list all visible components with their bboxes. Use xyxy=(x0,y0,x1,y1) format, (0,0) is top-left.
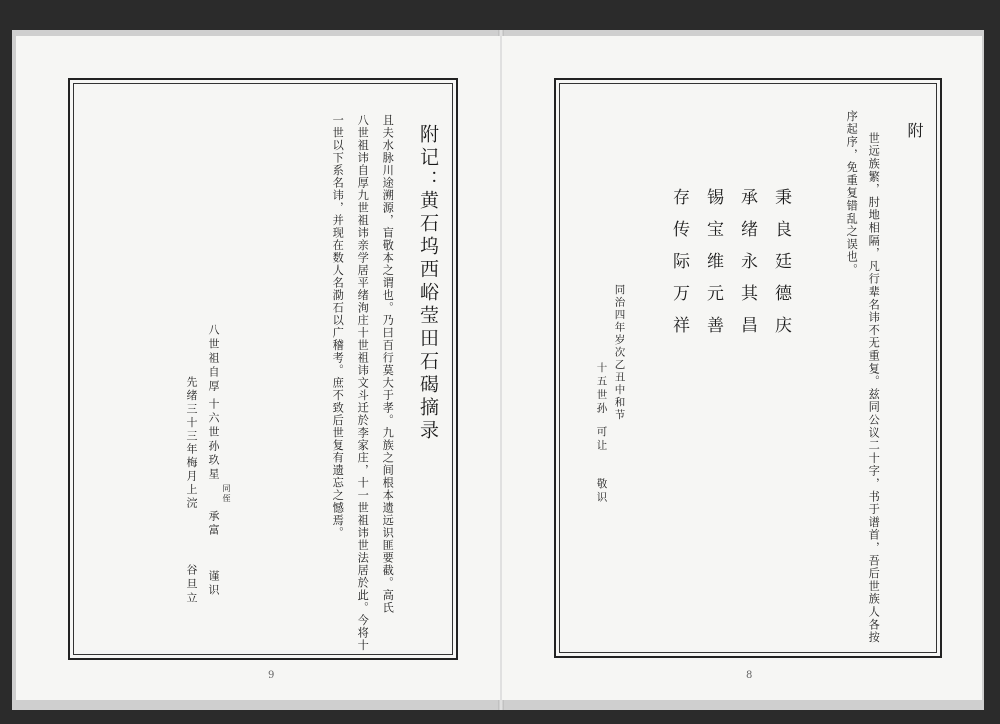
left-sign-col2-d: 谨识 xyxy=(207,570,220,598)
right-page xyxy=(502,36,982,700)
right-title: 附 xyxy=(905,122,924,138)
left-sign-col2-c: 承富 xyxy=(207,510,220,538)
left-sign-col3-a: 先绪三十三年梅月上浣 xyxy=(185,376,198,510)
left-body-line-3: 一世以下系名讳，并现在数人名泐石以广稽考。庶不致后世复有遗忘之憾焉。 xyxy=(331,114,345,539)
generation-col-1: 秉良廷德庆 xyxy=(771,188,791,348)
left-body-line-2: 八世祖讳自厚九世祖讳亲学居平绪洵庄十世祖讳文斗迁於李家庄，十一世祖讳世法居於此。今将十 xyxy=(356,114,370,652)
right-sign-date: 同治四年岁次乙丑中和节 xyxy=(613,284,626,422)
left-sign-col2-small: 同侄 xyxy=(222,484,231,504)
right-body-line-1: 世远族繁，肘地相隔，凡行辈名讳不无重复。兹同公议二十字，书于谱首，吾后世族人各按 xyxy=(867,132,881,644)
left-sign-col1: 八世祖自厚 xyxy=(207,324,220,394)
left-page xyxy=(16,36,500,700)
left-sign-col2-a: 十六世孙玖星 xyxy=(207,398,220,482)
generation-col-4: 存传际万祥 xyxy=(669,188,689,348)
left-body-line-1: 且夫水脉川途溯源，盲敬本之谓也。乃曰百行莫大于孝。九族之间根本遗远识匪要截。高氏 xyxy=(381,114,395,614)
left-sign-col3-b: 谷旦立 xyxy=(185,564,198,606)
right-sign-author-c: 敬识 xyxy=(595,478,608,505)
generation-col-2: 承绪永其昌 xyxy=(737,188,757,348)
left-title-prefix: 附记： xyxy=(417,124,439,193)
right-page-frame xyxy=(554,78,942,658)
right-page-number: 8 xyxy=(746,670,753,681)
book-spread xyxy=(12,30,984,710)
left-page-number: 9 xyxy=(268,670,275,681)
left-page-frame xyxy=(68,78,458,660)
right-sign-author-b: 可让 xyxy=(595,426,608,453)
left-title: 黄石坞西峪莹田石碣摘录 xyxy=(417,190,439,443)
right-sign-author-a: 十五世孙 xyxy=(595,362,608,416)
generation-col-3: 锡宝维元善 xyxy=(703,188,723,348)
right-body-line-2: 序起序，免重复错乱之误也。 xyxy=(845,110,859,277)
